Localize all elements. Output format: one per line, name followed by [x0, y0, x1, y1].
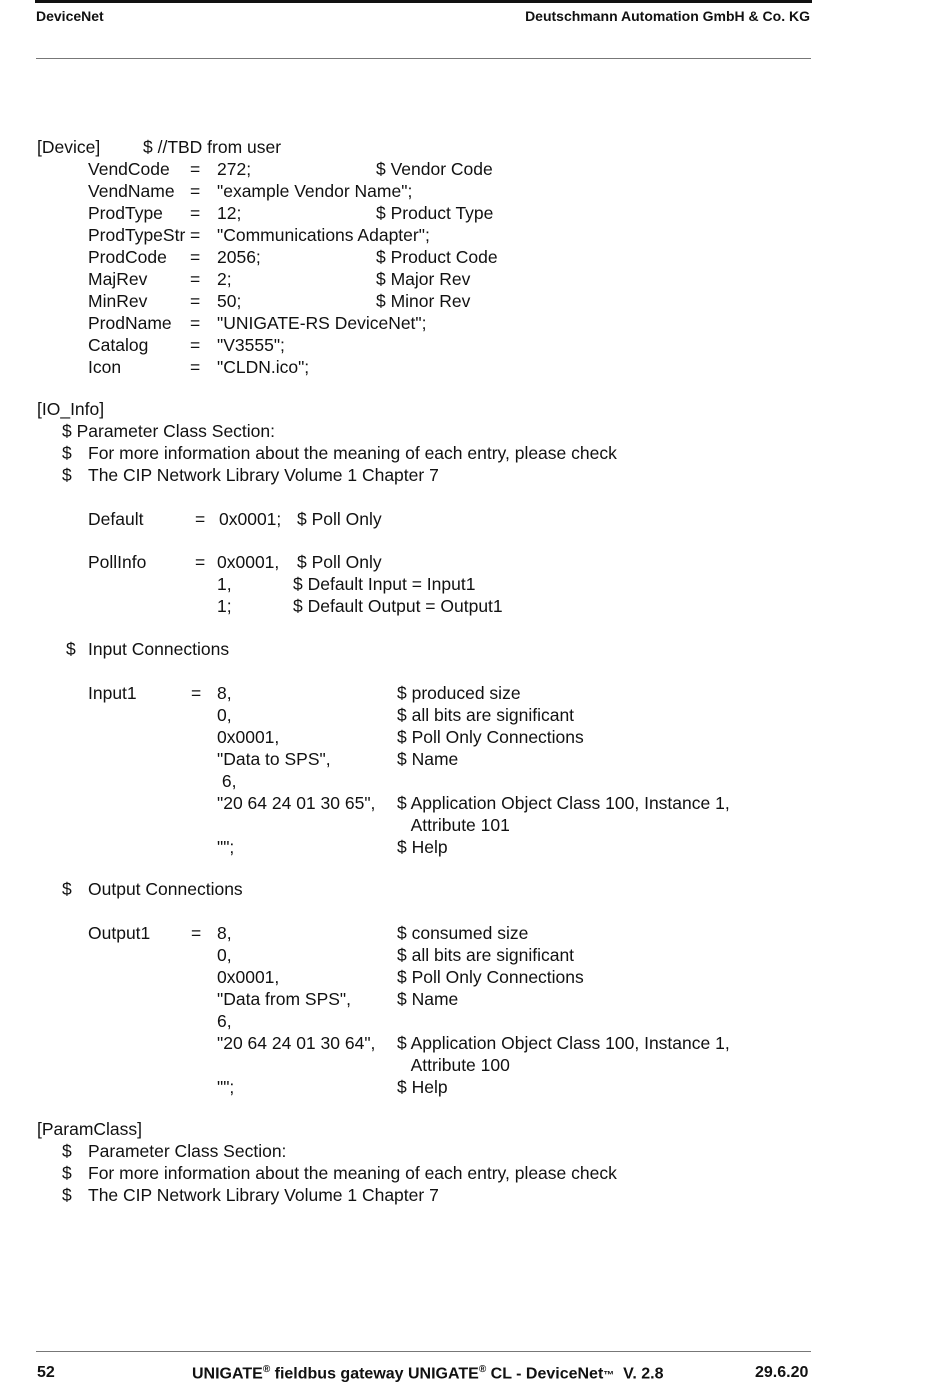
output1-value: 6,	[217, 1011, 232, 1031]
output1-value: "";	[217, 1077, 235, 1097]
default-comment: $ Poll Only	[297, 509, 382, 529]
device-eq: =	[190, 313, 201, 333]
device-key: ProdType	[88, 203, 163, 223]
footer-date: 29.6.20	[755, 1364, 809, 1381]
comment-line: The CIP Network Library Volume 1 Chapter 7	[88, 465, 439, 485]
output1-comment: $ consumed size	[397, 923, 529, 943]
input1-comment: $ Name	[397, 749, 459, 769]
input1-value: 6,	[217, 771, 237, 791]
device-key: VendCode	[88, 159, 170, 179]
device-key: ProdName	[88, 313, 172, 333]
output1-comment: $ Application Object Class 100, Instance 1,	[397, 1033, 730, 1053]
device-value: "UNIGATE-RS DeviceNet";	[217, 313, 427, 333]
input1-comment: $ Poll Only Connections	[397, 727, 584, 747]
device-value: 12;	[217, 203, 242, 223]
device-key: Catalog	[88, 335, 149, 355]
top-rule	[35, 0, 812, 3]
device-value: 272;	[217, 159, 252, 179]
device-eq: =	[190, 203, 201, 223]
device-key: MinRev	[88, 291, 148, 311]
page-number: 52	[37, 1364, 55, 1381]
pollinfo-row-comment: $ Default Input = Input1	[293, 574, 476, 594]
output1-value: 8,	[217, 923, 232, 943]
output1-value: 0,	[217, 945, 232, 965]
comment-dollar: $	[62, 443, 72, 463]
device-comment: $ Product Code	[376, 247, 498, 267]
device-eq: =	[190, 335, 201, 355]
input1-comment: $ Application Object Class 100, Instance 1,	[397, 793, 730, 813]
input1-value: 0,	[217, 705, 232, 725]
registered-mark: ®	[478, 1364, 487, 1375]
device-eq: =	[190, 269, 201, 289]
device-key: MajRev	[88, 269, 148, 289]
pollinfo-eq: =	[195, 552, 206, 572]
output1-comment: Attribute 100	[397, 1055, 510, 1075]
device-value: "Communications Adapter";	[217, 225, 430, 245]
input-heading-dollar: $	[66, 639, 76, 659]
pollinfo-row-value: 1;	[217, 596, 232, 616]
comment-line: Parameter Class Section:	[88, 1141, 287, 1161]
comment-dollar: $	[62, 465, 72, 485]
output-heading: Output Connections	[88, 879, 243, 899]
comment-line: The CIP Network Library Volume 1 Chapter 7	[88, 1185, 439, 1205]
pollinfo-comment: $ Poll Only	[297, 552, 382, 572]
device-key: Icon	[88, 357, 122, 377]
device-key: ProdCode	[88, 247, 167, 267]
device-eq: =	[190, 357, 201, 377]
footer-title	[192, 1364, 664, 1383]
header-divider	[36, 58, 811, 59]
output1-key: Output1	[88, 923, 151, 943]
comment-dollar: $	[62, 1163, 72, 1183]
comment-line: For more information about the meaning of each entry, please check	[88, 443, 617, 463]
device-value: 50;	[217, 291, 242, 311]
output1-value: "20 64 24 01 30 64",	[217, 1033, 376, 1053]
device-value: "example Vendor Name";	[217, 181, 413, 201]
registered-mark: ®	[262, 1364, 271, 1375]
trademark-mark: ™	[603, 1369, 615, 1382]
io-info-line1: $ Parameter Class Section:	[62, 421, 276, 441]
device-value: "V3555";	[217, 335, 285, 355]
output1-eq: =	[191, 923, 202, 943]
output1-comment: $ Name	[397, 989, 459, 1009]
output1-value: 0x0001,	[217, 967, 280, 987]
device-value: "CLDN.ico";	[217, 357, 310, 377]
pollinfo-row-comment: $ Default Output = Output1	[293, 596, 503, 616]
comment-dollar: $	[62, 1141, 72, 1161]
input1-comment: $ Help	[397, 837, 448, 857]
input1-comment: $ produced size	[397, 683, 521, 703]
comment-dollar: $	[62, 1185, 72, 1205]
pollinfo-key: PollInfo	[88, 552, 147, 572]
input1-value: "Data to SPS",	[217, 749, 331, 769]
input1-comment: $ all bits are significant	[397, 705, 575, 725]
header-left: DeviceNet	[36, 8, 104, 24]
input1-value: "20 64 24 01 30 65",	[217, 793, 376, 813]
input1-value: 8,	[217, 683, 232, 703]
input1-comment: Attribute 101	[397, 815, 510, 835]
output1-comment: $ Help	[397, 1077, 448, 1097]
footer-title-a: UNIGATE	[192, 1365, 263, 1383]
device-comment: $ Major Rev	[376, 269, 471, 289]
output-heading-dollar: $	[62, 879, 72, 899]
comment-line: For more information about the meaning of each entry, please check	[88, 1163, 617, 1183]
footer-title-c: CL - DeviceNet	[486, 1365, 604, 1383]
footer-divider	[36, 1351, 811, 1352]
header-right: Deutschmann Automation GmbH & Co. KG	[525, 8, 810, 24]
device-eq: =	[190, 247, 201, 267]
device-value: 2056;	[217, 247, 261, 267]
input1-value: "";	[217, 837, 235, 857]
device-eq: =	[190, 159, 201, 179]
device-value: 2;	[217, 269, 232, 289]
device-eq: =	[190, 225, 201, 245]
device-key: ProdTypeStr	[88, 225, 186, 245]
pollinfo-value: 0x0001,	[217, 552, 280, 572]
device-section-comment: $ //TBD from user	[143, 137, 282, 157]
device-eq: =	[190, 291, 201, 311]
output1-value: "Data from SPS",	[217, 989, 351, 1009]
input1-key: Input1	[88, 683, 137, 703]
device-eq: =	[190, 181, 201, 201]
paramclass-section: [ParamClass]	[37, 1119, 143, 1139]
output1-comment: $ Poll Only Connections	[397, 967, 584, 987]
device-key: VendName	[88, 181, 175, 201]
pollinfo-row-value: 1,	[217, 574, 232, 594]
device-section: [Device]	[37, 137, 101, 157]
default-value: 0x0001;	[219, 509, 282, 529]
device-comment: $ Product Type	[376, 203, 494, 223]
footer-title-b: fieldbus gateway UNIGATE	[270, 1365, 479, 1383]
io-info-section: [IO_Info]	[37, 399, 105, 419]
input1-value: 0x0001,	[217, 727, 280, 747]
device-comment: $ Vendor Code	[376, 159, 493, 179]
output1-comment: $ all bits are significant	[397, 945, 575, 965]
input1-eq: =	[191, 683, 202, 703]
default-eq: =	[195, 509, 206, 529]
device-comment: $ Minor Rev	[376, 291, 471, 311]
footer-version: V. 2.8	[614, 1365, 664, 1383]
input-heading: Input Connections	[88, 639, 230, 659]
default-key: Default	[88, 509, 144, 529]
